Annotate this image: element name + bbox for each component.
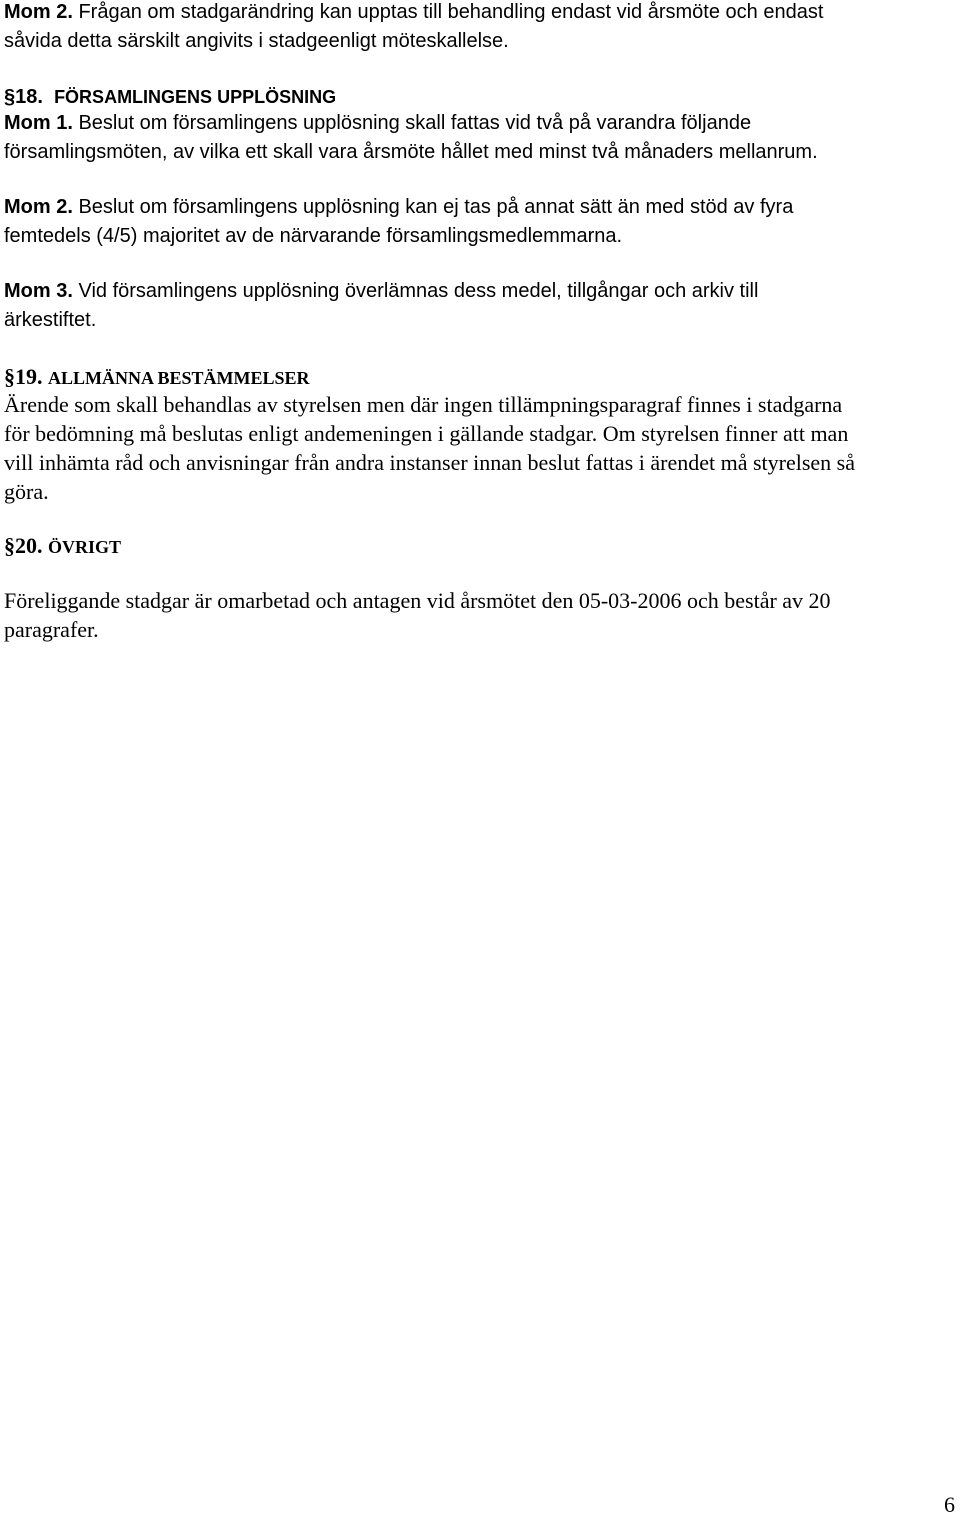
mom-label: Mom 3. bbox=[4, 280, 73, 302]
text-line: för bedömning må beslutas enligt andemeningen i gällande stadgar. Om styrelsen finner att man bbox=[4, 421, 849, 446]
page-number: 6 bbox=[944, 1492, 955, 1517]
text-line bbox=[4, 362, 310, 393]
section-title: ALLMÄNNA BESTÄMMELSER bbox=[48, 368, 310, 388]
text-line bbox=[4, 193, 793, 222]
text-line bbox=[4, 0, 823, 27]
text-line bbox=[4, 83, 336, 112]
section-18-heading bbox=[4, 83, 336, 112]
section-number: §18. bbox=[4, 86, 43, 108]
mom2-amendment-paragraph bbox=[4, 0, 823, 56]
paragraph-text: Vid församlingens upplösning överlämnas dess medel, tillgångar och arkiv till bbox=[72, 280, 759, 302]
section-20-paragraph bbox=[4, 586, 831, 644]
text-line bbox=[4, 531, 121, 562]
text-line: församlingsmöten, av vilka ett skall vara årsmöte hållet med minst två månaders mellanrum. bbox=[4, 141, 818, 163]
section-20-heading bbox=[4, 531, 121, 562]
text-line: paragrafer. bbox=[4, 617, 99, 642]
text-line: Föreliggande stadgar är omarbetad och antagen vid årsmötet den 05-03-2006 och består av 20 bbox=[4, 588, 831, 613]
text-line: vill inhämta råd och anvisningar från andra instanser innan beslut fattas i ärendet må styrelsen så bbox=[4, 450, 855, 475]
text-line: Ärende som skall behandlas av styrelsen men där ingen tillämpningsparagraf finnes i stadgarna bbox=[4, 392, 843, 417]
section-18-mom2-paragraph bbox=[4, 193, 793, 251]
section-title: FÖRSAMLINGENS UPPLÖSNING bbox=[54, 87, 337, 107]
section-number: §20. bbox=[4, 533, 43, 558]
section-number: §19. bbox=[4, 364, 43, 389]
paragraph-text: Frågan om stadgarändring kan upptas till behandling endast vid årsmöte och endast bbox=[72, 1, 824, 23]
mom-label: Mom 2. bbox=[4, 1, 73, 23]
paragraph-text: Beslut om församlingens upplösning skall fattas vid två på varandra följande bbox=[72, 112, 752, 134]
section-title: ÖVRIGT bbox=[48, 537, 122, 557]
section-19-paragraph bbox=[4, 390, 855, 506]
paragraph-text: Beslut om församlingens upplösning kan ej tas på annat sätt än med stöd av fyra bbox=[72, 196, 794, 218]
mom-label: Mom 2. bbox=[4, 196, 73, 218]
text-line: ärkestiftet. bbox=[4, 309, 97, 331]
section-18-mom1-paragraph bbox=[4, 109, 818, 167]
text-line: femtedels (4/5) majoritet av de närvarande församlingsmedlemmarna. bbox=[4, 225, 623, 247]
section-18-mom3-paragraph bbox=[4, 277, 758, 335]
text-line: såvida detta särskilt angivits i stadgeenligt möteskallelse. bbox=[4, 30, 509, 52]
mom-label: Mom 1. bbox=[4, 112, 73, 134]
text-line bbox=[4, 277, 758, 306]
section-19-heading bbox=[4, 362, 310, 393]
text-line bbox=[4, 109, 818, 138]
text-line: göra. bbox=[4, 479, 49, 504]
